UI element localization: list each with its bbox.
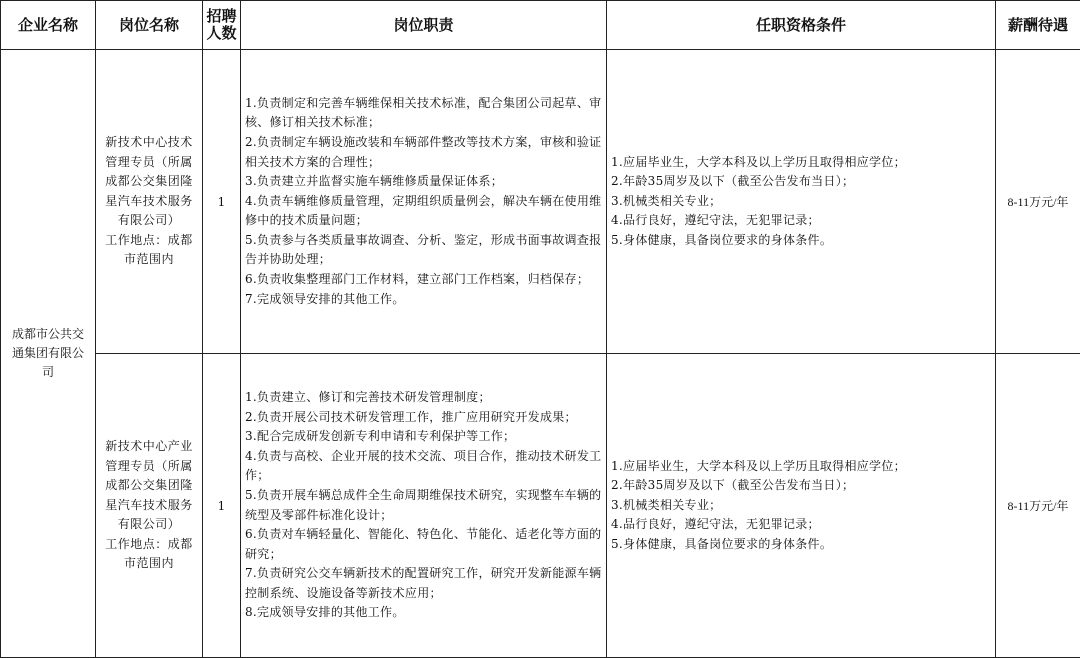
header-headcount-line2: 人数 — [203, 25, 240, 42]
company-name: 成都市公共交通集团有限公司 — [1, 50, 96, 658]
duty-item: 6.负责对车辆轻量化、智能化、特色化、节能化、适老化等方面的研究； — [245, 525, 602, 564]
header-row — [1, 1, 1080, 50]
requirement-item: 1.应届毕业生，大学本科及以上学历且取得相应学位； — [611, 153, 991, 173]
requirements-cell — [607, 354, 996, 658]
duty-item: 2.负责制定车辆设施改装和车辆部件整改等技术方案，审核和验证相关技术方案的合理性； — [245, 133, 602, 172]
salary: 8-11万元/年 — [996, 50, 1080, 354]
table-row — [1, 354, 1080, 658]
requirements-cell — [607, 50, 996, 354]
duty-item: 7.负责研究公交车辆新技术的配置研究工作，研究开发新能源车辆控制系统、设施设备等新技术应用； — [245, 564, 602, 603]
requirement-item: 1.应届毕业生，大学本科及以上学历且取得相应学位； — [611, 457, 991, 477]
requirement-item: 4.品行良好，遵纪守法，无犯罪记录； — [611, 515, 991, 535]
requirement-item: 5.身体健康，具备岗位要求的身体条件。 — [611, 231, 991, 251]
salary: 8-11万元/年 — [996, 354, 1080, 658]
duties-cell — [241, 50, 607, 354]
requirement-item: 2.年龄35周岁及以下（截至公告发布当日）； — [611, 172, 991, 192]
duties-cell — [241, 354, 607, 658]
work-location: 工作地点：成都市范围内 — [104, 535, 194, 574]
duty-item: 3.负责建立并监督实施车辆维修质量保证体系； — [245, 172, 602, 192]
header-headcount — [203, 1, 241, 50]
table-row — [1, 50, 1080, 354]
duty-item: 6.负责收集整理部门工作材料，建立部门工作档案，归档保存； — [245, 270, 602, 290]
requirement-item: 4.品行良好，遵纪守法，无犯罪记录； — [611, 211, 991, 231]
header-salary: 薪酬待遇 — [996, 1, 1080, 50]
position-title: 新技术中心技术管理专员（所属成都公交集团隆星汽车技术服务有限公司） — [104, 133, 194, 231]
header-company: 企业名称 — [1, 1, 96, 50]
duty-item: 7.完成领导安排的其他工作。 — [245, 290, 602, 310]
headcount: 1 — [203, 50, 241, 354]
duty-item: 1.负责建立、修订和完善技术研发管理制度； — [245, 388, 602, 408]
requirement-item: 3.机械类相关专业； — [611, 496, 991, 516]
position-cell — [96, 354, 203, 658]
position-cell — [96, 50, 203, 354]
header-requirements: 任职资格条件 — [607, 1, 996, 50]
duty-item: 8.完成领导安排的其他工作。 — [245, 603, 602, 623]
header-position: 岗位名称 — [96, 1, 203, 50]
requirement-item: 2.年龄35周岁及以下（截至公告发布当日）； — [611, 476, 991, 496]
duty-item: 4.负责与高校、企业开展的技术交流、项目合作，推动技术研发工作； — [245, 447, 602, 486]
duty-item: 3.配合完成研发创新专利申请和专利保护等工作； — [245, 427, 602, 447]
duty-item: 5.负责开展车辆总成件全生命周期维保技术研究，实现整车车辆的统型及零部件标准化设计； — [245, 486, 602, 525]
duty-item: 1.负责制定和完善车辆维保相关技术标准，配合集团公司起草、审核、修订相关技术标准； — [245, 94, 602, 133]
headcount: 1 — [203, 354, 241, 658]
work-location: 工作地点：成都市范围内 — [104, 231, 194, 270]
requirement-item: 3.机械类相关专业； — [611, 192, 991, 212]
header-duties: 岗位职责 — [241, 1, 607, 50]
header-headcount-line1: 招聘 — [203, 8, 240, 25]
position-title: 新技术中心产业管理专员（所属成都公交集团隆星汽车技术服务有限公司） — [104, 437, 194, 535]
duty-item: 5.负责参与各类质量事故调查、分析、鉴定，形成书面事故调查报告并协助处理； — [245, 231, 602, 270]
duty-item: 2.负责开展公司技术研发管理工作，推广应用研究开发成果； — [245, 408, 602, 428]
requirement-item: 5.身体健康，具备岗位要求的身体条件。 — [611, 535, 991, 555]
duty-item: 4.负责车辆维修质量管理，定期组织质量例会，解决车辆在使用维修中的技术质量问题； — [245, 192, 602, 231]
